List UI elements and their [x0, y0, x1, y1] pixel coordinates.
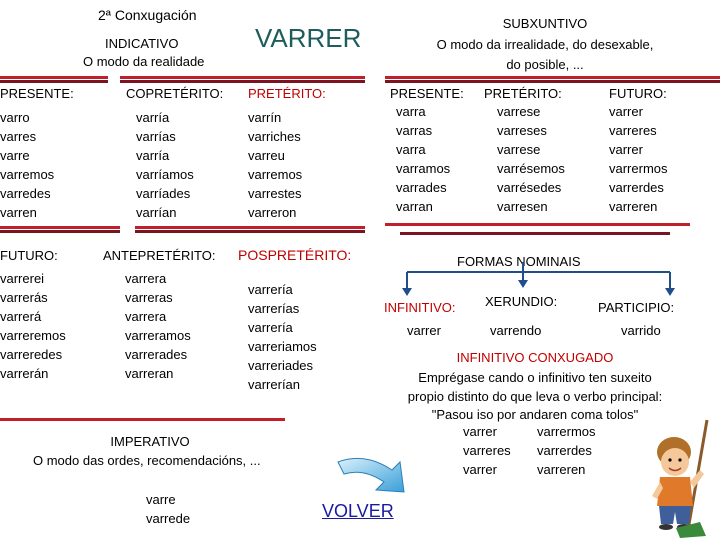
xerundio-label: XERUNDIO:	[485, 294, 558, 309]
form: varreron	[248, 205, 297, 220]
form: varreres	[609, 123, 657, 138]
form: varren	[0, 205, 37, 220]
subxuntivo-title: SUBXUNTIVO	[502, 16, 588, 31]
form: varrían	[136, 205, 177, 220]
form: varreren	[609, 199, 658, 214]
antepreterito-label: ANTEPRETÉRITO:	[103, 248, 216, 263]
form: varre	[0, 148, 30, 163]
form: varresen	[497, 199, 548, 214]
form: varreran	[125, 366, 174, 381]
form: varrerei	[0, 271, 45, 286]
form: varreriamos	[248, 339, 317, 354]
imperativo-title: IMPERATIVO	[110, 434, 190, 449]
form: varreremos	[0, 328, 66, 343]
form: varrera	[125, 271, 167, 286]
subx-futuro-label: FUTURO:	[609, 86, 667, 101]
imperativo-subtitle: O modo das ordes, recomendacións, ...	[33, 453, 261, 468]
form: varrería	[248, 282, 293, 297]
form: varrese	[497, 142, 541, 157]
form: varríamos	[136, 167, 194, 182]
infinitivo-conxugado-example: "Pasou iso por andaren coma tolos"	[431, 407, 639, 422]
form: varras	[396, 123, 433, 138]
volver-link[interactable]: VOLVER	[322, 501, 394, 521]
conjugation-title: 2ª Conxugación	[98, 7, 197, 23]
form: varrer	[463, 424, 497, 439]
form: varrerdes	[537, 443, 592, 458]
verb-title: VARRER	[255, 23, 362, 53]
form: varres	[0, 129, 37, 144]
form: varrías	[136, 129, 176, 144]
infinitivo-label: INFINITIVO:	[384, 300, 456, 315]
form: varrín	[248, 110, 282, 125]
form: varreramos	[125, 328, 191, 343]
form: varra	[396, 142, 426, 157]
indicativo-subtitle: O modo da realidade	[83, 54, 205, 69]
form: varrésemos	[497, 161, 565, 176]
form: varrese	[497, 104, 541, 119]
form: varre	[146, 492, 176, 507]
form: varriches	[248, 129, 301, 144]
form: varrer	[609, 104, 643, 119]
form: varra	[396, 104, 426, 119]
form: varreriades	[248, 358, 314, 373]
form: varremos	[248, 167, 303, 182]
form: varredes	[0, 186, 51, 201]
form: varrades	[396, 180, 447, 195]
infinitivo-conxugado-note-1: Emprégase cando o infinitivo ten suxeito	[418, 370, 652, 385]
form: varrería	[248, 320, 293, 335]
pospreterito-label: POSPRETÉRITO:	[238, 247, 352, 263]
copreterito-label: COPRETÉRITO:	[126, 86, 224, 101]
form: varrede	[146, 511, 191, 526]
form: varrerán	[0, 366, 49, 381]
form: varrerás	[0, 290, 48, 305]
subxuntivo-subtitle-1: O modo da irrealidade, do desexable,	[436, 37, 654, 52]
participio-label: PARTICIPIO:	[598, 300, 675, 315]
form: varrerías	[248, 301, 300, 316]
futuro-label: FUTURO:	[0, 248, 58, 263]
infinitivo-value: varrer	[407, 323, 441, 338]
form: varrésedes	[497, 180, 562, 195]
infinitivo-conxugado-title: INFINITIVO CONXUGADO	[456, 350, 614, 365]
indicativo-title: INDICATIVO	[105, 36, 179, 51]
form: varreras	[125, 290, 173, 305]
form: varrer	[609, 142, 643, 157]
form: varrerades	[125, 347, 188, 362]
form: varrera	[125, 309, 167, 324]
form: varran	[396, 199, 433, 214]
form: varrerdes	[609, 180, 664, 195]
infinitivo-conxugado-note-2: propio distinto do que leva o verbo principal:	[407, 389, 663, 404]
xerundio-value: varrendo	[490, 323, 542, 338]
form: varro	[0, 110, 30, 125]
subx-preterito-label: PRETÉRITO:	[484, 86, 562, 101]
form: varreu	[248, 148, 285, 163]
formas-nominais-title: FORMAS NOMINAIS	[457, 254, 581, 269]
presente-label: PRESENTE:	[0, 86, 74, 101]
participio-value: varrido	[621, 323, 661, 338]
form: varría	[136, 148, 170, 163]
form: varreses	[497, 123, 547, 138]
form: varreredes	[0, 347, 63, 362]
form: varreren	[537, 462, 586, 477]
form: varría	[136, 110, 170, 125]
form: varríades	[136, 186, 191, 201]
form: varrerá	[0, 309, 42, 324]
form: varrermos	[537, 424, 596, 439]
subxuntivo-subtitle-2: do posible, ...	[506, 57, 584, 72]
form: varreres	[463, 443, 511, 458]
form: varramos	[396, 161, 451, 176]
subx-presente-label: PRESENTE:	[390, 86, 464, 101]
form: varrestes	[248, 186, 302, 201]
form: varrerían	[248, 377, 301, 392]
preterito-label: PRETÉRITO:	[248, 86, 326, 101]
form: varremos	[0, 167, 55, 182]
form: varrer	[463, 462, 497, 477]
form: varrermos	[609, 161, 668, 176]
